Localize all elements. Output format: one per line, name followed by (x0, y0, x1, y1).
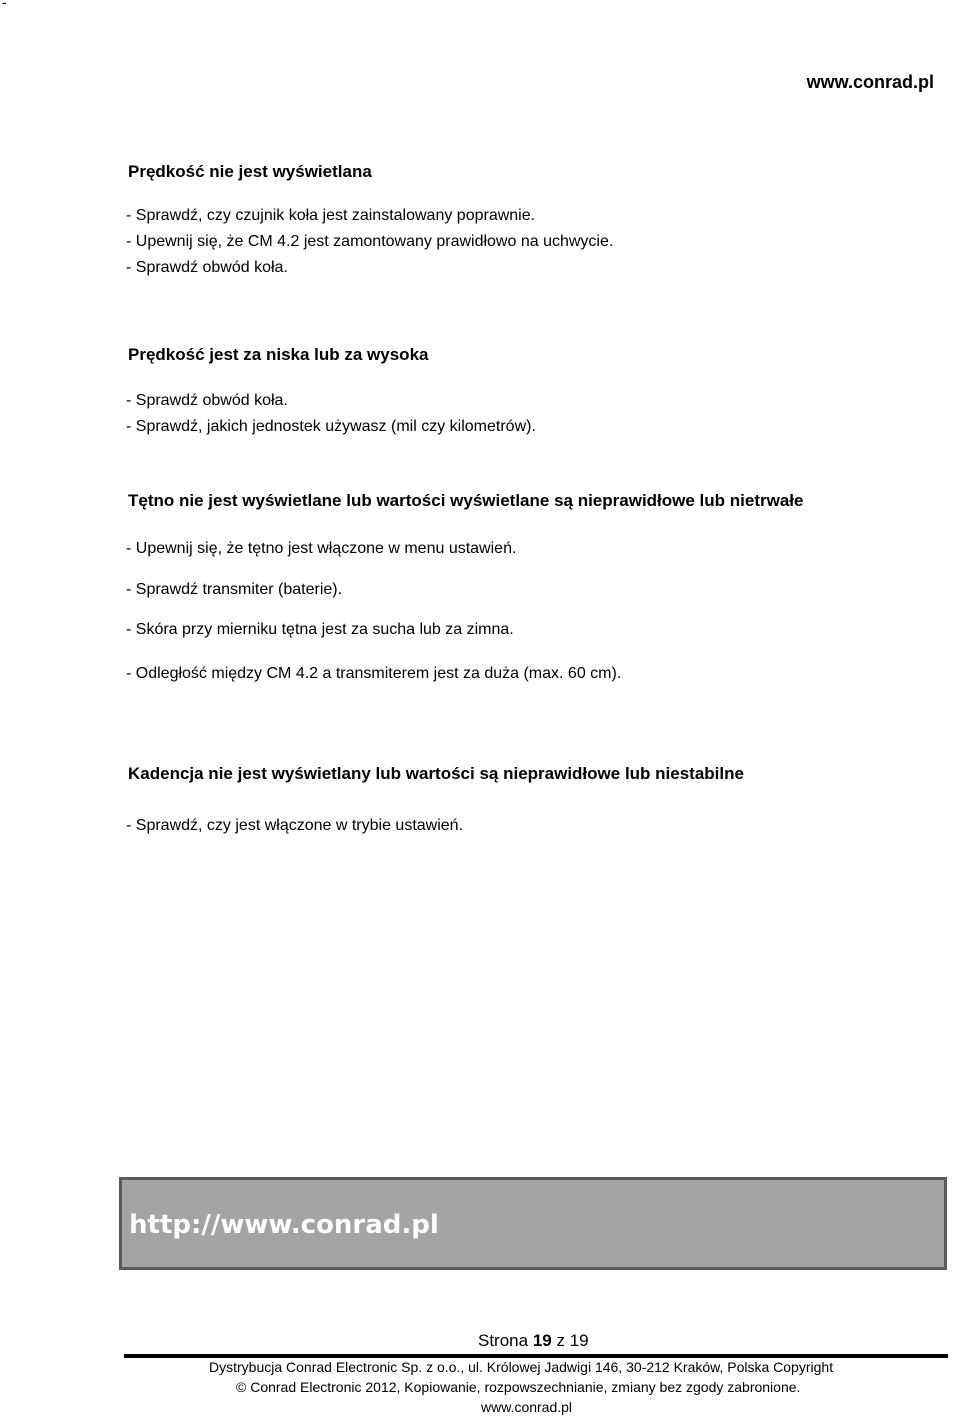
troubleshoot-line: - Sprawdź, czy czujnik koła jest zainstalowany poprawnie. (126, 207, 536, 224)
footer-divider (124, 1354, 948, 1358)
troubleshoot-line: - Upewnij się, że tętno jest włączone w menu ustawień. (126, 540, 517, 557)
section-heading-speed-not-displayed: Prędkość nie jest wyświetlana (128, 162, 372, 181)
footer-copyright-line: © Conrad Electronic 2012, Kopiowanie, rozpowszechnianie, zmiany bez zgody zabronione. (236, 1379, 801, 1395)
troubleshoot-line: - Odległość między CM 4.2 a transmiterem jest za duża (max. 60 cm). (126, 665, 622, 682)
page-number (478, 1331, 589, 1351)
page-current: 19 (532, 1331, 552, 1350)
footer-url[interactable]: www.conrad.pl (481, 1399, 573, 1415)
troubleshoot-line: - Sprawdź obwód koła. (126, 392, 288, 409)
troubleshoot-line: - Upewnij się, że CM 4.2 jest zamontowany prawidłowo na uchwycie. (126, 233, 614, 250)
footer-distribution-line: Dystrybucja Conrad Electronic Sp. z o.o., ul. Królowej Jadwigi 146, 30-212 Kraków, Polska Copyright (209, 1359, 834, 1375)
page-total: 19 (569, 1331, 589, 1350)
section-heading-heart-rate: Tętno nie jest wyświetlane lub wartości wyświetlane są nieprawidłowe lub nietrwałe (128, 491, 804, 510)
troubleshoot-line: - Sprawdź, jakich jednostek używasz (mil czy kilometrów). (126, 418, 536, 435)
corner-mark: - (2, 0, 7, 10)
banner-url-link[interactable]: http://www.conrad.pl (129, 1210, 439, 1240)
troubleshoot-line: - Skóra przy mierniku tętna jest za sucha lub za zimna. (126, 621, 514, 638)
troubleshoot-line: - Sprawdź transmiter (baterie). (126, 581, 343, 598)
header-url[interactable]: www.conrad.pl (806, 72, 934, 92)
url-banner (119, 1177, 947, 1270)
page-separator: z (556, 1331, 565, 1350)
page-prefix: Strona (478, 1331, 529, 1350)
section-heading-speed-too-low-high: Prędkość jest za niska lub za wysoka (128, 345, 429, 364)
troubleshoot-line: - Sprawdź obwód koła. (126, 259, 288, 276)
troubleshoot-line: - Sprawdź, czy jest włączone w trybie ustawień. (126, 817, 464, 834)
section-heading-cadence: Kadencja nie jest wyświetlany lub wartości są nieprawidłowe lub niestabilne (128, 764, 744, 783)
